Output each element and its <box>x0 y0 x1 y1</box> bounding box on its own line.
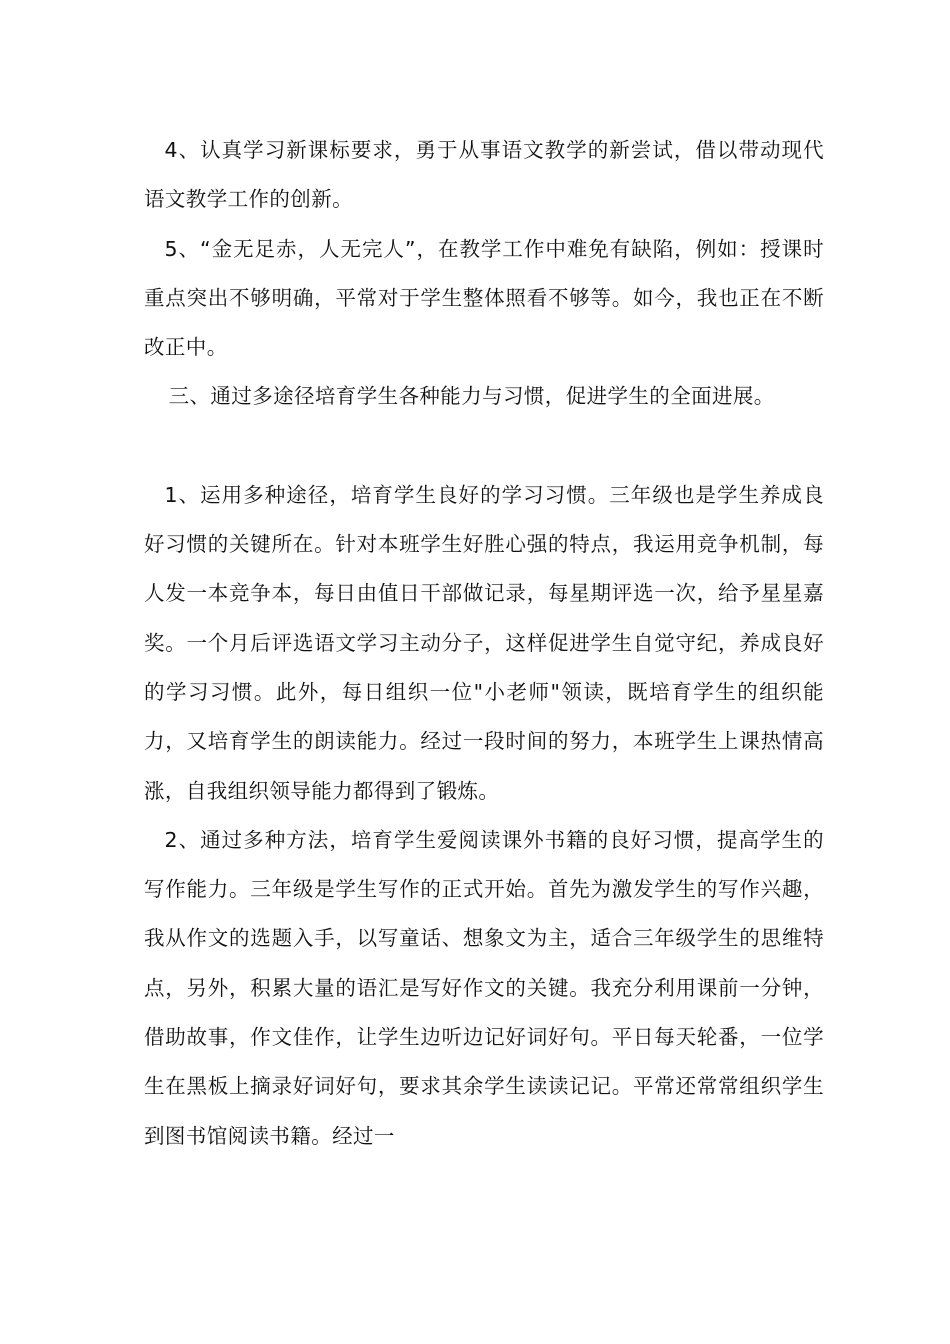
document-body <box>144 126 824 1161</box>
paragraph-point-2: 2、通过多种方法，培育学生爱阅读课外书籍的良好习惯，提高学生的写作能力。三年级是学生写作的正式开始。首先为激发学生的写作兴趣，我从作文的选题入手，以写童话、想象文为主，适合三年级学生的思维特点，另外，积累大量的语汇是写好作文的关键。我充分利用课前一分钟，借助故事，作文佳作，让学生边听边记好词好句。平日每天轮番，一位学生在黑板上摘录好词好句，要求其余学生读读记记。平常还常常组织学生到图书馆阅读书籍。经过一 <box>144 827 824 1148</box>
section-heading-3: 三、通过多途径培育学生各种能力与习惯，促进学生的全面进展。 <box>168 384 775 409</box>
paragraph-item-4: 4、认真学习新课标要求，勇于从事语文教学的新尝试，借以带动现代语文教学工作的创新。 <box>144 138 824 212</box>
paragraph-point-1: 1、运用多种途径，培育学生良好的学习习惯。三年级也是学生养成良好习惯的关键所在。针对本班学生好胜心强的特点，我运用竞争机制，每人发一本竞争本，每日由值日干部做记录，每星期评选一次，给予星星嘉奖。一个月后评选语文学习主动分子，这样促进学生自觉守纪，养成良好的学习习惯。此外，每日组织一位"小老师"领读，既培育学生的组织能力，又培育学生的朗读能力。经过一段时间的努力，本班学生上课热情高涨，自我组织领导能力都得到了锻炼。 <box>144 482 824 803</box>
paragraph-item-5: 5、“金无足赤，人无完人”，在教学工作中难免有缺陷，例如：授课时重点突出不够明确，平常对于学生整体照看不够等。如今，我也正在不断改正中。 <box>144 236 824 360</box>
